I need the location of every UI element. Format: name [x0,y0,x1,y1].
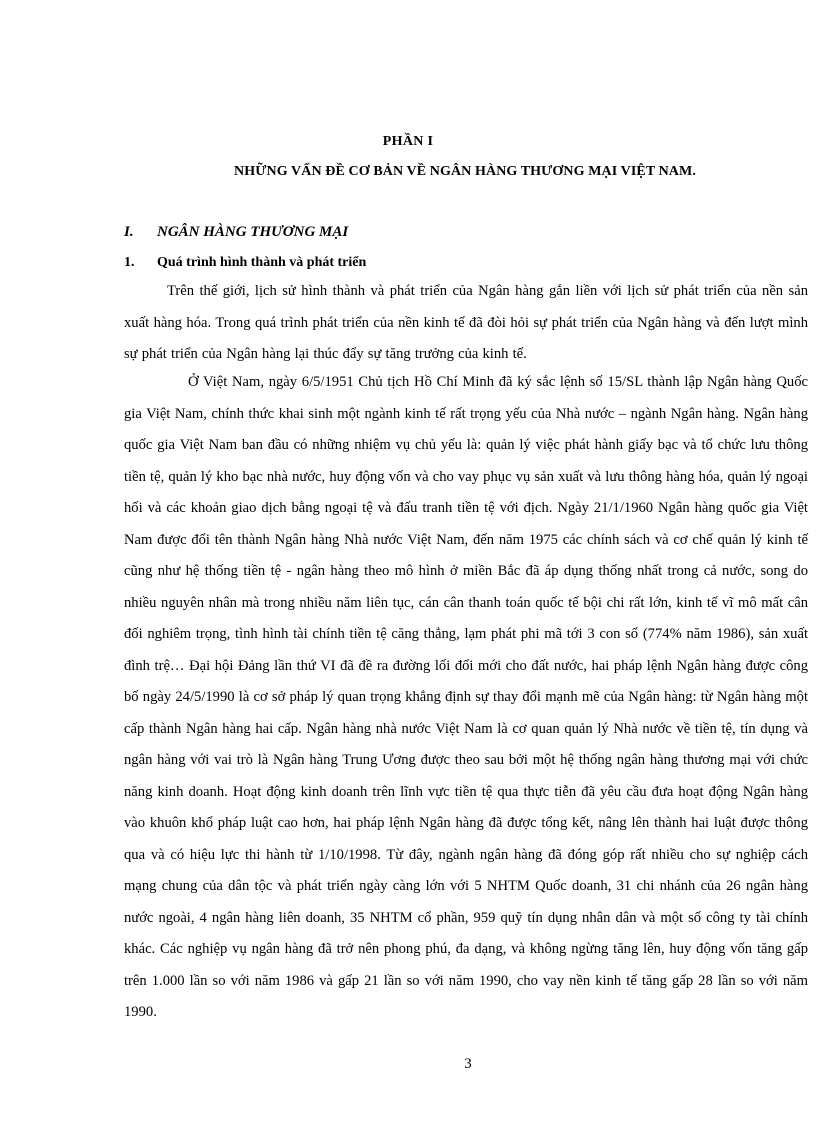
subsection-heading [124,255,366,271]
part-subtitle: NHỮNG VẤN ĐỀ CƠ BẢN VỀ NGÂN HÀNG THƯƠNG MẠI VIỆT NAM. [234,164,696,179]
part-title: PHẦN I [382,134,434,149]
section-heading [124,224,348,241]
section-number: I. [124,224,134,240]
subsection-title: Quá trình hình thành và phát triển [157,255,367,270]
paragraph: Ở Việt Nam, ngày 6/5/1951 Chủ tịch Hồ Chí Minh đã ký sắc lệnh số 15/SL thành lập Ngân hàng Quốc gia Việt Nam, chính thức khai sinh một ngành kinh tế rất trọng yếu của Nhà nước – ngành Ngân hàng. Ngân hàng quốc gia Việt Nam ban đầu có những nhiệm vụ chủ yếu là: quản lý việc phát hành giấy bạc và tổ chức lưu thông tiền tệ, quản lý kho bạc nhà nước, huy động vốn và cho vay phục vụ sản xuất và lưu thông hàng hóa, quản lý ngoại hối và các khoản giao dịch bằng ngoại tệ và đấu tranh tiền tệ với địch. Ngày 21/1/1960 Ngân hàng quốc gia Việt Nam được đổi tên thành Ngân hàng Nhà nước Việt Nam, đến năm 1975 các chính sách và cơ chế quản lý kinh tế cũng như hệ thống tiền tệ - ngân hàng theo mô hình ở miền Bắc đã áp dụng thống nhất trong cả nước, song do nhiều nguyên nhân mà trong nhiều năm liên tục, cán cân thanh toán quốc tế bội chi rất lớn, kinh tế vĩ mô mất cân đối nghiêm trọng, tình hình tài chính tiền tệ căng thẳng, lạm phát phi mã tới 3 con số (774% năm 1986), sản xuất đình trệ… Đại hội Đảng lần thứ VI đã đề ra đường lối đổi mới cho đất nước, hai pháp lệnh Ngân hàng được công bố ngày 24/5/1990 là cơ sở pháp lý quan trọng khẳng định sự thay đổi mạnh mẽ của Ngân hàng: từ Ngân hàng một cấp thành Ngân hàng hai cấp. Ngân hàng nhà nước Việt Nam là cơ quan quản lý Nhà nước về tiền tệ, tín dụng và ngân hàng với vai trò là Ngân hàng Trung Ương được theo sau bởi một hệ thống ngân hàng thương mại với chức năng kinh doanh. Hoạt động kinh doanh trên lĩnh vực tiền tệ qua thực tiễn đã yêu cầu đưa hoạt động Ngân hàng vào khuôn khổ pháp luật cao hơn, hai pháp lệnh Ngân hàng đã được tổng kết, nâng lên thành hai luật được thông qua và có hiệu lực thi hành từ 1/10/1998. Từ đây, ngành ngân hàng đã đóng góp rất nhiều cho sự nghiệp cách mạng chung của dân tộc và phát triển ngày càng lớn với 5 NHTM Quốc doanh, 31 chi nhánh của 26 ngân hàng nước ngoài, 4 ngân hàng liên doanh, 35 NHTM cổ phần, 959 quỹ tín dụng nhân dân và một số công ty tài chính khác. Các nghiệp vụ ngân hàng đã trở nên phong phú, đa dạng, và không ngừng tăng lên, huy động vốn tăng gấp trên 1.000 lần so với năm 1986 và gấp 21 lần so với năm 1990, cho vay nền kinh tế tăng gấp 28 lần so với năm 1990. [124,374,808,1020]
section-title: NGÂN HÀNG THƯƠNG MẠI [157,224,349,240]
paragraph: Trên thế giới, lịch sử hình thành và phát triển của Ngân hàng gắn liền với lịch sử phát triển của nền sản xuất hàng hóa. Trong quá trình phát triển của nền kinh tế đã đòi hỏi sự phát triển của Ngân hàng và đến lượt mình sự phát triển của Ngân hàng lại thúc đẩy sự tăng trưởng của kinh tế. [124,283,808,362]
subsection-number: 1. [124,255,135,270]
page-number: 3 [464,1056,472,1072]
